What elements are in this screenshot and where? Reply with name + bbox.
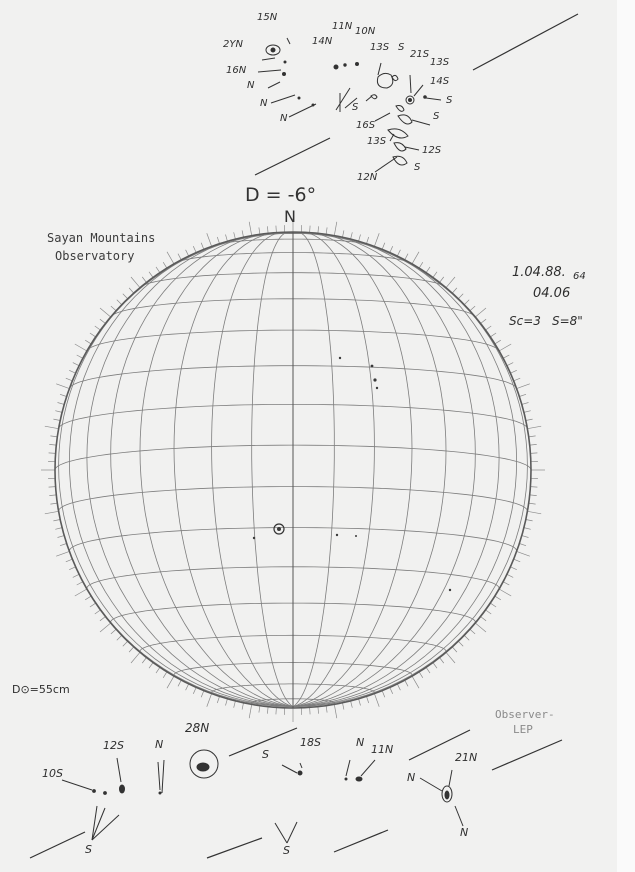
limb-tick — [123, 294, 128, 299]
limb-tick — [111, 629, 116, 634]
disk-sunspots — [253, 357, 451, 591]
spot-label: S — [446, 95, 453, 106]
limb-tick — [249, 704, 252, 718]
observatory-line-2: Observatory — [55, 249, 135, 263]
limb-tick — [419, 262, 423, 268]
limb-tick — [452, 647, 457, 652]
north-marker: N — [284, 207, 296, 226]
limb-tick — [178, 680, 181, 686]
limb-tick — [207, 694, 212, 707]
orientation-line — [255, 138, 330, 175]
spot-label: S — [352, 102, 359, 113]
spot-label: 2YN — [223, 39, 243, 50]
limb-tick — [131, 652, 140, 663]
spot-label: N — [280, 113, 288, 124]
limb-tick — [495, 596, 501, 600]
limb-tick — [193, 246, 196, 252]
limb-tick — [318, 226, 319, 233]
spot-label: 28N — [185, 721, 210, 735]
limb-tick — [60, 544, 67, 546]
limb-tick — [397, 684, 400, 690]
orientation-line — [207, 838, 262, 858]
spot-label: 13S — [370, 42, 390, 53]
orientation-line — [473, 14, 578, 70]
limb-tick — [310, 226, 311, 233]
limb-tick — [351, 232, 353, 239]
limb-tick — [55, 411, 62, 413]
spot-label: S — [262, 748, 269, 761]
limb-tick — [507, 574, 513, 577]
limb-tick — [517, 384, 530, 389]
limb-tick — [374, 694, 379, 707]
limb-tick — [111, 306, 116, 311]
limb-tick — [45, 511, 59, 514]
limb-tick — [267, 226, 268, 233]
limb-tick — [163, 262, 167, 268]
limb-tick — [234, 701, 236, 708]
limb-tick — [95, 610, 101, 614]
limb-tick — [95, 326, 101, 330]
limb-tick — [129, 647, 134, 652]
limb-tick — [405, 254, 408, 260]
limb-tick — [514, 559, 521, 562]
limb-tick — [207, 233, 212, 246]
limb-tick — [529, 503, 536, 504]
spot-label: N — [407, 771, 416, 784]
limb-tick — [390, 687, 393, 693]
limb-tick — [56, 384, 69, 389]
observation-time: 04.06 — [533, 286, 571, 301]
limb-tick — [507, 363, 513, 366]
limb-tick — [359, 235, 361, 242]
limb-tick — [499, 344, 511, 351]
limb-tick — [186, 684, 189, 690]
limb-tick — [49, 444, 56, 445]
limb-tick — [226, 235, 228, 242]
limb-tick — [50, 503, 57, 504]
limb-tick — [249, 222, 252, 236]
observer-line-2: LEP — [513, 723, 533, 736]
limb-tick — [100, 623, 111, 632]
declination-label: D = -6° — [245, 184, 317, 206]
limb-tick — [524, 411, 531, 413]
limb-tick — [446, 277, 455, 288]
spot-label: 11N — [371, 743, 394, 756]
limb-tick — [433, 663, 437, 669]
limb-tick — [382, 691, 385, 698]
limb-tick — [53, 520, 60, 521]
limb-tick — [526, 419, 533, 420]
limb-tick — [519, 544, 526, 546]
limb-tick — [56, 551, 69, 556]
limb-tick — [503, 582, 509, 585]
limb-tick — [481, 617, 487, 621]
limb-tick — [334, 704, 337, 718]
limb-tick — [267, 707, 268, 714]
limb-tick — [201, 691, 204, 698]
limb-tick — [458, 294, 463, 299]
sunspot — [339, 357, 341, 359]
limb-tick — [510, 370, 516, 373]
limb-tick — [259, 227, 260, 234]
limb-tick — [440, 658, 444, 664]
spot-label: S — [85, 843, 92, 856]
limb-tick — [186, 250, 189, 256]
limb-tick — [495, 340, 501, 344]
limb-tick — [397, 250, 400, 256]
limb-tick — [58, 536, 65, 538]
limb-tick — [69, 567, 75, 570]
limb-tick — [142, 277, 146, 283]
limb-tick — [90, 333, 96, 337]
limb-tick — [486, 610, 492, 614]
limb-tick — [45, 426, 59, 429]
limb-tick — [117, 635, 122, 640]
limb-tick — [201, 243, 204, 250]
limb-tick — [77, 582, 83, 585]
limb-tick — [426, 267, 430, 273]
limb-tick — [526, 520, 533, 521]
spot-label: 14S — [430, 76, 450, 87]
limb-tick — [58, 403, 65, 405]
limb-tick — [426, 667, 430, 673]
spot-label: S — [398, 42, 405, 53]
limb-tick — [75, 344, 87, 351]
limb-tick — [458, 641, 463, 646]
limb-tick — [464, 635, 469, 640]
disk-diameter: D⊙=55cm — [12, 683, 70, 696]
limb-tick — [334, 222, 337, 236]
sunspot — [355, 535, 357, 537]
limb-tick — [440, 277, 444, 283]
sunspot-center-core — [277, 527, 281, 531]
limb-tick — [142, 658, 146, 664]
limb-tick — [530, 444, 537, 445]
sunspot — [371, 365, 374, 368]
limb-tick — [73, 363, 79, 366]
spot-label: 12S — [103, 739, 124, 752]
limb-tick — [475, 623, 486, 632]
limb-tick — [66, 378, 73, 381]
limb-tick — [475, 308, 486, 317]
limb-tick — [217, 237, 219, 244]
spot-label: S — [414, 162, 421, 173]
limb-tick — [149, 663, 153, 669]
spot-label: N — [247, 80, 255, 91]
spot-label: 18S — [300, 736, 321, 749]
limb-tick — [100, 319, 106, 323]
limb-tick — [318, 707, 319, 714]
limb-tick — [49, 453, 56, 454]
spot-label: 10S — [42, 767, 63, 780]
limb-tick — [486, 326, 492, 330]
limb-tick — [412, 252, 419, 264]
limb-tick — [55, 528, 62, 530]
spot-label: 16N — [226, 65, 247, 76]
limb-tick — [217, 696, 219, 703]
limb-tick — [242, 230, 243, 237]
limb-tick — [412, 676, 419, 688]
limb-tick — [343, 230, 344, 237]
limb-tick — [522, 536, 529, 538]
limb-tick — [527, 426, 541, 429]
sunspot — [253, 537, 255, 539]
limb-tick — [276, 707, 277, 714]
limb-tick — [167, 252, 174, 264]
page-edge — [617, 0, 635, 872]
sunspot — [449, 589, 451, 591]
orientation-line — [334, 830, 388, 852]
limb-tick — [242, 703, 243, 710]
spot-label: 14N — [312, 36, 333, 47]
spot-label: N — [460, 826, 469, 839]
spot-label: N — [356, 736, 365, 749]
spot-label: N — [155, 738, 164, 751]
limb-tick — [519, 394, 526, 396]
spot-label: 12N — [357, 172, 378, 183]
limb-tick — [100, 308, 111, 317]
top-group-sketch — [255, 14, 578, 175]
limb-tick — [50, 436, 57, 437]
limb-tick — [490, 333, 496, 337]
limb-tick — [117, 300, 122, 305]
limb-tick — [464, 300, 469, 305]
limb-tick — [382, 243, 385, 250]
limb-tick — [60, 394, 67, 396]
limb-tick — [481, 319, 487, 323]
limb-tick — [514, 378, 521, 381]
limb-tick — [419, 672, 423, 678]
limb-tick — [123, 641, 128, 646]
limb-tick — [53, 419, 60, 420]
limb-tick — [156, 267, 160, 273]
spot-label: 11N — [332, 21, 353, 32]
limb-tick — [149, 272, 153, 278]
limb-tick — [470, 306, 475, 311]
limb-tick — [530, 495, 537, 496]
observer-line-1: Observer- — [495, 708, 555, 721]
spot-label: S — [433, 111, 440, 122]
limb-tick — [85, 340, 91, 344]
limb-tick — [129, 288, 134, 293]
limb-tick — [178, 254, 181, 260]
limb-tick — [510, 567, 516, 570]
limb-tick — [66, 559, 73, 562]
limb-tick — [405, 680, 408, 686]
limb-tick — [433, 272, 437, 278]
limb-tick — [367, 696, 369, 703]
limb-tick — [529, 436, 536, 437]
limb-tick — [276, 226, 277, 233]
limb-tick — [69, 370, 75, 373]
limb-tick — [524, 528, 531, 530]
spot-label: 13S — [367, 136, 387, 147]
limb-tick — [367, 237, 369, 244]
observation-date-suffix: 64 — [573, 271, 586, 282]
limb-tick — [470, 629, 475, 634]
limb-tick — [446, 652, 455, 663]
limb-tick — [326, 706, 327, 713]
limb-tick — [343, 703, 344, 710]
limb-tick — [503, 355, 509, 358]
limb-tick — [259, 706, 260, 713]
spot-label: 10N — [355, 26, 376, 37]
limb-tick — [359, 699, 361, 706]
limb-tick — [100, 617, 106, 621]
sunspot — [336, 534, 338, 536]
spot-label: 13S — [430, 57, 450, 68]
limb-tick — [499, 589, 511, 596]
spot-label: 21N — [455, 751, 478, 764]
limb-tick — [527, 511, 541, 514]
sunspot — [373, 378, 376, 381]
limb-tick — [490, 603, 496, 607]
orientation-line — [492, 740, 562, 770]
limb-tick — [73, 574, 79, 577]
observatory-line-1: Sayan Mountains — [47, 231, 156, 245]
spot-label: 15N — [257, 12, 278, 23]
seeing-class: Sc=3 — [509, 314, 541, 328]
limb-tick — [530, 487, 537, 488]
limb-tick — [452, 288, 457, 293]
spot-label: 21S — [410, 49, 430, 60]
limb-tick — [390, 246, 393, 252]
spot-label: N — [260, 98, 268, 109]
limb-tick — [163, 672, 167, 678]
limb-tick — [75, 589, 87, 596]
spot-label: S — [283, 844, 290, 857]
limb-tick — [351, 701, 353, 708]
limb-tick — [90, 603, 96, 607]
limb-tick — [77, 355, 83, 358]
sunspot — [376, 387, 378, 389]
limb-tick — [49, 495, 56, 496]
limb-tick — [374, 233, 379, 246]
limb-tick — [310, 707, 311, 714]
limb-tick — [226, 699, 228, 706]
limb-tick — [326, 227, 327, 234]
limb-tick — [193, 687, 196, 693]
limb-tick — [85, 596, 91, 600]
limb-tick — [49, 487, 56, 488]
spot-label: 16S — [356, 120, 376, 131]
orientation-line — [30, 832, 85, 858]
spot-label: 12S — [422, 145, 442, 156]
observation-date: 1.04.88. — [512, 265, 566, 280]
limb-tick — [522, 403, 529, 405]
limb-tick — [131, 277, 140, 288]
limb-tick — [167, 676, 174, 688]
limb-tick — [234, 232, 236, 239]
seeing-value: S=8" — [552, 314, 583, 328]
limb-tick — [517, 551, 530, 556]
limb-tick — [156, 667, 160, 673]
limb-tick — [530, 453, 537, 454]
